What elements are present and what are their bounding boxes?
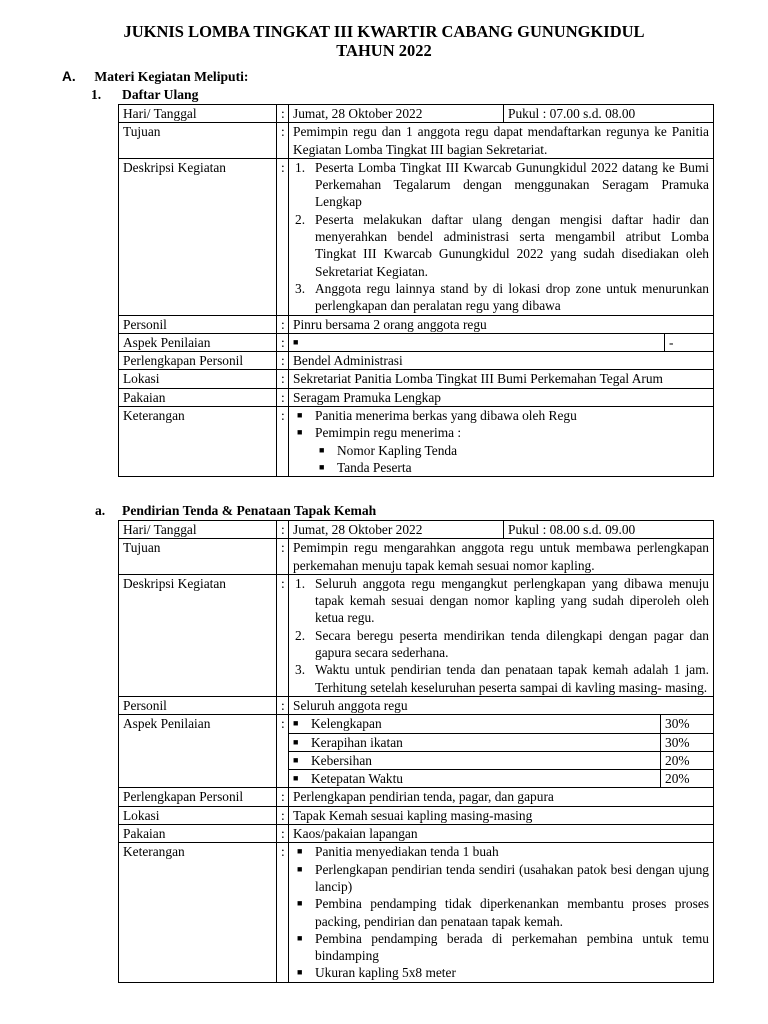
colon: : <box>277 407 289 477</box>
deskripsi-list <box>293 159 709 315</box>
value-pakaian: Kaos/pakaian lapangan <box>289 825 714 843</box>
row-personil <box>119 315 714 333</box>
label-deskripsi: Deskripsi Kegiatan <box>119 574 277 696</box>
label-hari: Hari/ Tanggal <box>119 105 277 123</box>
row-perlengkapan <box>119 788 714 806</box>
square-bullet-icon: ■ <box>297 967 303 978</box>
document-title: JUKNIS LOMBA TINGKAT III KWARTIR CABANG GUNUNGKIDUL <box>123 22 645 41</box>
label-aspek: Aspek Penilaian <box>119 333 277 351</box>
keterangan-list <box>293 407 709 442</box>
label-hari: Hari/ Tanggal <box>119 521 277 539</box>
value-aspek: - <box>664 334 713 351</box>
square-bullet-icon: ■ <box>293 754 299 765</box>
row-deskripsi <box>119 158 714 315</box>
list-item: 1. Peserta Lomba Tingkat III Kwarcab Gunungkidul 2022 datang ke Bumi Perkemahan Tegalarum dengan menggunakan Seragam Pramuka Lengkap <box>295 159 709 210</box>
row-hari <box>119 521 714 539</box>
square-bullet-icon: ■ <box>293 773 299 784</box>
value-tujuan: Pemimpin regu dan 1 anggota regu dapat mendaftarkan regunya ke Panitia Kegiatan Lomba Tingkat III bagian Sekretariat. <box>289 123 714 159</box>
value-pakaian: Seragam Pramuka Lengkap <box>289 388 714 406</box>
aspek-row: ■ Ketepatan Waktu 20% <box>289 770 713 787</box>
row-hari <box>119 105 714 123</box>
value-hari: Jumat, 28 Oktober 2022 <box>293 106 423 121</box>
colon: : <box>277 352 289 370</box>
row-keterangan <box>119 407 714 477</box>
label-lokasi: Lokasi <box>119 806 277 824</box>
label-tujuan: Tujuan <box>119 123 277 159</box>
list-item: 2. Peserta melakukan daftar ulang dengan mengisi daftar hadir dan menyerahkan bendel administrasi serta mengambil atribut Lomba Tingkat III Kwarcab Gunungkidul 2022 yang sudah disediakan oleh Sekretariat Kegiatan. <box>295 211 709 279</box>
row-deskripsi <box>119 574 714 696</box>
list-item: 3. Waktu untuk pendirian tenda dan penataan tapak kemah adalah 1 jam. Terhitung setelah keseluruhan peserta sampai di kavling masing- masing. <box>295 662 709 695</box>
square-bullet-icon: ■ <box>297 846 303 857</box>
colon: : <box>277 539 289 575</box>
square-bullet-icon: ■ <box>293 336 299 347</box>
colon: : <box>277 388 289 406</box>
aspek-row: ■ Kelengkapan 30% <box>289 715 713 733</box>
label-lokasi: Lokasi <box>119 370 277 388</box>
colon: : <box>277 843 289 982</box>
colon: : <box>277 696 289 714</box>
colon: : <box>277 788 289 806</box>
value-pukul: Pukul : 07.00 s.d. 08.00 <box>503 105 713 122</box>
value-personil: Seluruh anggota regu <box>289 696 714 714</box>
heading-text: Pendirian Tenda & Penataan Tapak Kemah <box>122 503 377 518</box>
label-deskripsi: Deskripsi Kegiatan <box>119 158 277 315</box>
list-item: ■ Perlengkapan pendirian tenda sendiri (usahakan patok besi dengan ujung lancip) <box>293 861 709 896</box>
list-item: ■ Panitia menyediakan tenda 1 buah <box>293 843 709 860</box>
deskripsi-list <box>293 575 709 696</box>
label-tujuan: Tujuan <box>119 539 277 575</box>
colon: : <box>277 123 289 159</box>
label-perlengkapan: Perlengkapan Personil <box>119 352 277 370</box>
label-aspek: Aspek Penilaian <box>119 715 277 788</box>
colon: : <box>277 333 289 351</box>
square-bullet-icon: ■ <box>297 898 303 909</box>
colon: : <box>277 158 289 315</box>
row-keterangan <box>119 843 714 982</box>
row-aspek <box>119 333 714 351</box>
row-lokasi <box>119 370 714 388</box>
row-personil <box>119 696 714 714</box>
aspek-row: ■ Kerapihan ikatan 30% <box>289 734 713 752</box>
list-item: ■ Tanda Peserta <box>293 459 709 476</box>
keterangan-list <box>293 843 709 981</box>
daftar-ulang-heading <box>91 87 198 103</box>
list-item: ■ Panitia menerima berkas yang dibawa oleh Regu <box>293 407 709 424</box>
section-title: Materi Kegiatan Meliputi: <box>94 69 249 84</box>
row-aspek <box>119 715 714 788</box>
aspek-list <box>289 715 713 787</box>
heading-number: a. <box>95 503 106 518</box>
square-bullet-icon: ■ <box>319 444 325 455</box>
section-heading <box>62 69 248 85</box>
value-perlengkapan: Perlengkapan pendirian tenda, pagar, dan gapura <box>289 788 714 806</box>
value-personil: Pinru bersama 2 orang anggota regu <box>289 315 714 333</box>
row-tujuan <box>119 123 714 159</box>
colon: : <box>277 806 289 824</box>
label-keterangan: Keterangan <box>119 407 277 477</box>
colon: : <box>277 715 289 788</box>
tenda-table <box>118 520 714 983</box>
list-item: 2. Secara beregu peserta mendirikan tenda dilengkapi dengan pagar dan gapura secara sederhana. <box>295 627 709 661</box>
row-pakaian <box>119 825 714 843</box>
colon: : <box>277 574 289 696</box>
list-item: ■ Pembina pendamping tidak diperkenankan membantu proses proses packing, pendirian dan penataan tapak kemah. <box>293 895 709 930</box>
label-keterangan: Keterangan <box>119 843 277 982</box>
row-perlengkapan <box>119 352 714 370</box>
value-perlengkapan: Bendel Administrasi <box>289 352 714 370</box>
section-letter: A. <box>62 69 76 84</box>
square-bullet-icon: ■ <box>319 461 325 472</box>
row-tujuan <box>119 539 714 575</box>
value-lokasi: Sekretariat Panitia Lomba Tingkat III Bumi Perkemahan Tegal Arum <box>289 370 714 388</box>
square-bullet-icon: ■ <box>293 736 299 747</box>
value-tujuan: Pemimpin regu mengarahkan anggota regu untuk membawa perlengkapan perkemahan menuju tapak kemah sesuai nomor kapling. <box>289 539 714 575</box>
list-item: 3. Anggota regu lainnya stand by di lokasi drop zone untuk menurunkan perlengkapan dan peralatan regu yang dibawa <box>295 280 709 314</box>
colon: : <box>277 825 289 843</box>
label-pakaian: Pakaian <box>119 825 277 843</box>
aspek-row: ■ Kebersihan 20% <box>289 752 713 770</box>
heading-number: 1. <box>91 87 102 102</box>
colon: : <box>277 105 289 123</box>
row-pakaian <box>119 388 714 406</box>
colon: : <box>277 370 289 388</box>
value-hari: Jumat, 28 Oktober 2022 <box>293 522 423 537</box>
label-perlengkapan: Perlengkapan Personil <box>119 788 277 806</box>
daftar-ulang-table <box>118 104 714 477</box>
list-item: ■ Nomor Kapling Tenda <box>293 442 709 459</box>
keterangan-sublist <box>293 442 709 477</box>
square-bullet-icon: ■ <box>297 410 303 421</box>
list-item: ■ Ukuran kapling 5x8 meter <box>293 964 709 981</box>
list-item: ■ Pemimpin regu menerima : <box>293 424 709 441</box>
value-pukul: Pukul : 08.00 s.d. 09.00 <box>503 521 713 538</box>
label-pakaian: Pakaian <box>119 388 277 406</box>
label-personil: Personil <box>119 315 277 333</box>
heading-text: Daftar Ulang <box>122 87 199 102</box>
square-bullet-icon: ■ <box>297 863 303 874</box>
square-bullet-icon: ■ <box>297 427 303 438</box>
document-title-year: TAHUN 2022 <box>336 41 432 60</box>
row-lokasi <box>119 806 714 824</box>
square-bullet-icon: ■ <box>293 718 299 729</box>
tenda-heading <box>95 503 376 519</box>
value-lokasi: Tapak Kemah sesuai kapling masing-masing <box>289 806 714 824</box>
colon: : <box>277 521 289 539</box>
colon: : <box>277 315 289 333</box>
square-bullet-icon: ■ <box>297 932 303 943</box>
label-personil: Personil <box>119 696 277 714</box>
list-item: 1. Seluruh anggota regu mengangkut perlengkapan yang dibawa menuju tapak kemah sesuai dengan nomor kapling yang sudah diperoleh oleh ketua regu. <box>295 575 709 626</box>
list-item: ■ Pembina pendamping berada di perkemahan pembina untuk temu bindamping <box>293 930 709 965</box>
